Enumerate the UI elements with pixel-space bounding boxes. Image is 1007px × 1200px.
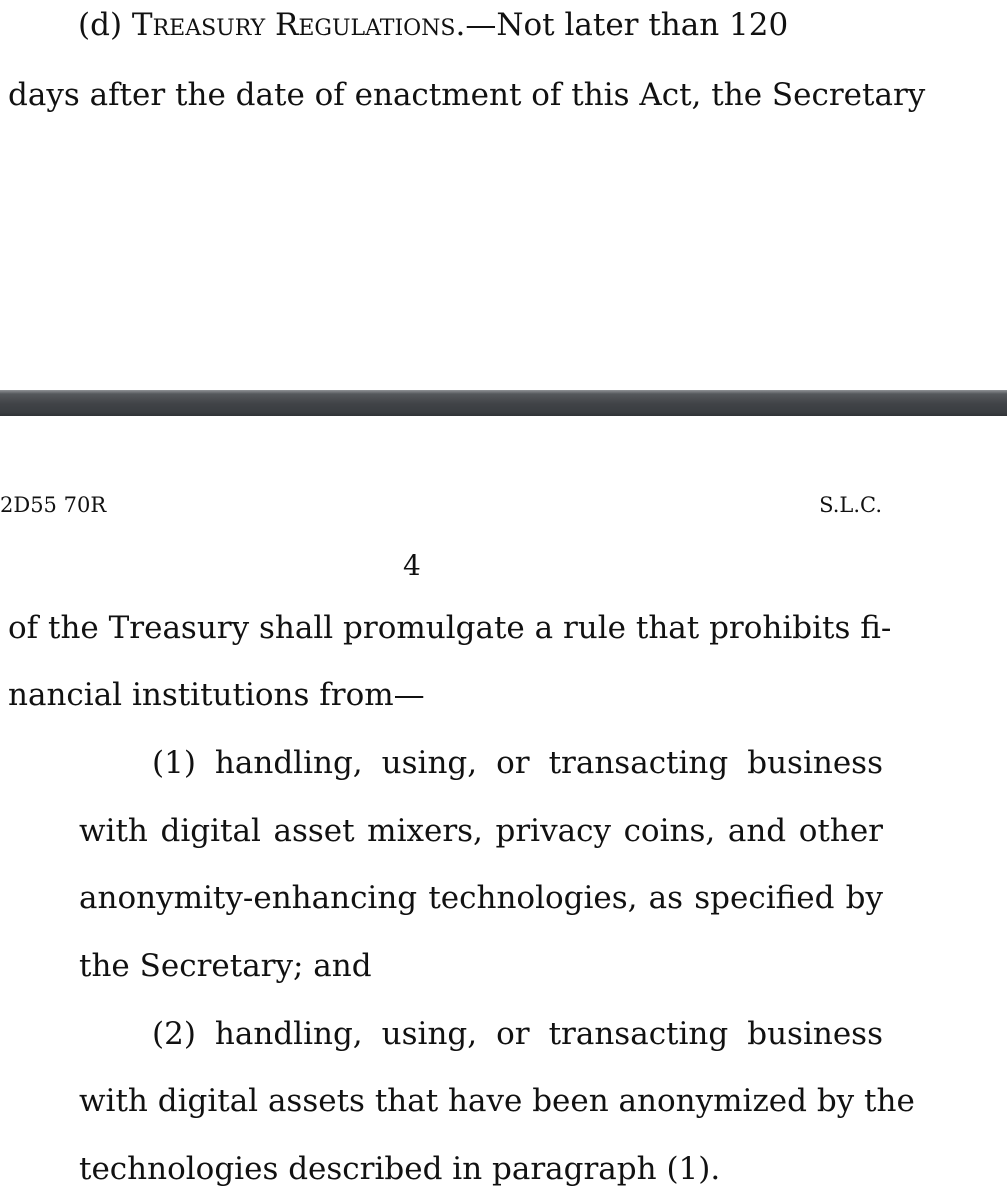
page-break-bar bbox=[0, 390, 1007, 416]
slc-header: S.L.C. bbox=[819, 493, 882, 517]
paragraph-1-line: anonymity-enhancing technologies, as specified by bbox=[79, 880, 883, 916]
previous-page bbox=[0, 0, 1007, 390]
bill-number-header: 2D55 70R bbox=[0, 493, 107, 517]
paragraph-2-line: (2) handling, using, or transacting business bbox=[152, 1016, 883, 1052]
paragraph-1-line: with digital asset mixers, privacy coins, and other bbox=[79, 813, 883, 849]
paragraph-1-line: (1) handling, using, or transacting business bbox=[152, 745, 883, 781]
subsection-d-first-line bbox=[78, 5, 788, 45]
body-text-line: days after the date of enactment of this Act, the Secretary bbox=[8, 77, 926, 113]
body-text-line: nancial institutions from— bbox=[8, 677, 425, 713]
subsection-text-line: —Not later than 120 bbox=[465, 7, 789, 43]
subsection-label: (d) bbox=[78, 7, 123, 43]
subsection-heading: Treasury Regulations. bbox=[131, 7, 466, 43]
paragraph-2-line: with digital assets that have been anonymized by the bbox=[79, 1083, 915, 1119]
page-number: 4 bbox=[403, 549, 421, 582]
paragraph-1-line: the Secretary; and bbox=[79, 948, 372, 984]
body-text-line: of the Treasury shall promulgate a rule that prohibits fi- bbox=[8, 610, 892, 646]
paragraph-2-line: technologies described in paragraph (1). bbox=[79, 1151, 721, 1187]
current-page bbox=[0, 416, 1007, 1200]
